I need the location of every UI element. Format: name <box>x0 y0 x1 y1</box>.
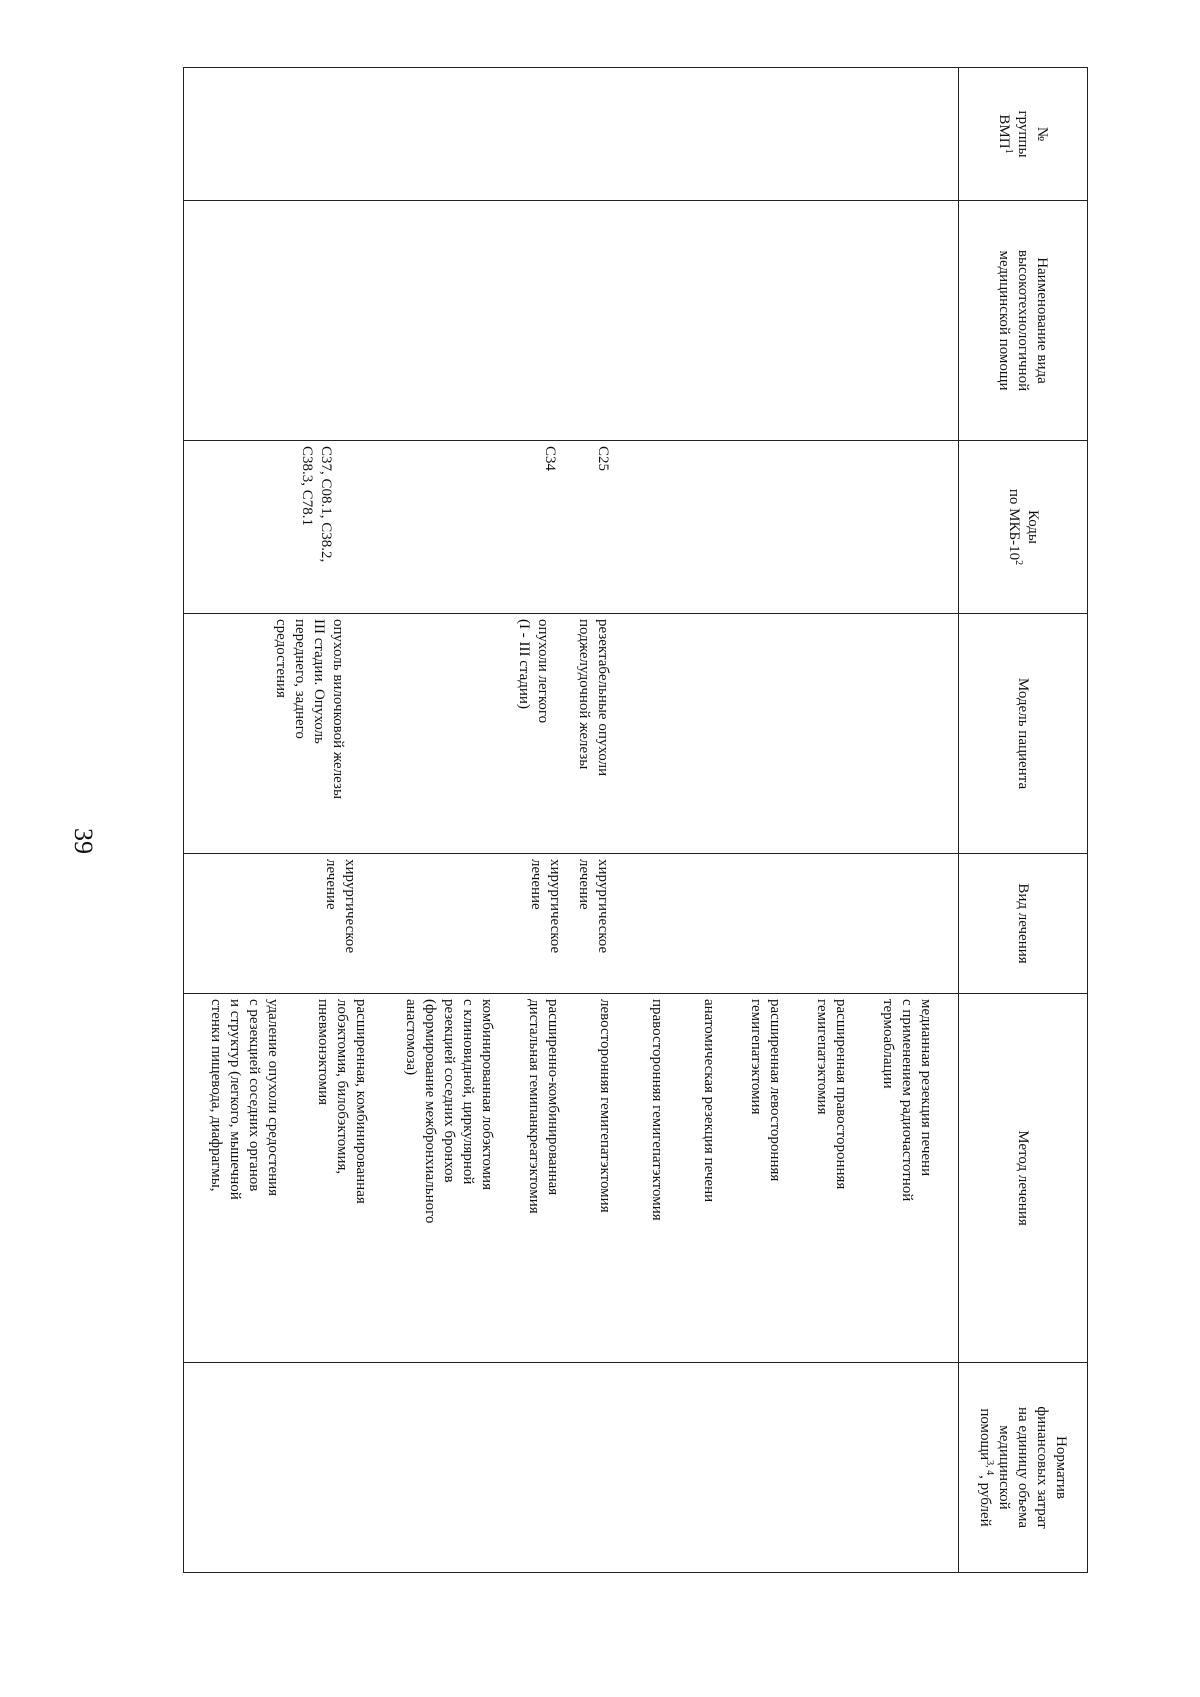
header-method: Метод лечения <box>959 994 1088 1363</box>
table-row <box>184 68 959 1573</box>
vid-item: хирургическое лечение <box>576 859 611 954</box>
method-item: расширенная левосторонняя гемигепатэктомия <box>748 999 783 1182</box>
method-item: комбинированная лобэктомия с клиновидной, циркулярной резекцией соседних бронхов (формирование межбронхиального анастомоза) <box>403 999 495 1224</box>
cell-vid <box>184 854 959 994</box>
header-group: № группы ВМП$^1$ <box>959 68 1088 201</box>
cell-codes <box>184 441 959 614</box>
cell-name <box>184 201 959 441</box>
cell-method <box>184 994 959 1363</box>
header-model: Модель пациента <box>959 614 1088 854</box>
cell-model <box>184 614 959 854</box>
header-norm: Норматив финансовых затрат на единицу объема медицинской помощи$^{3, 4}$, рублей <box>959 1363 1088 1573</box>
method-item: анатомическая резекция печени <box>701 999 717 1203</box>
code-item: C34 <box>542 446 558 472</box>
method-item: расширенная правосторонняя гемигепатэктомия <box>814 999 849 1190</box>
cell-norm <box>184 1363 959 1573</box>
header-codes: Коды по МКБ-$10^2$ <box>959 441 1088 614</box>
code-item: C25 <box>595 446 611 472</box>
vid-item: хирургическое лечение <box>323 859 358 954</box>
header-vid: Вид лечения <box>959 854 1088 994</box>
vid-item: хирургическое лечение <box>528 859 563 954</box>
method-item: левосторонняя гемигепатэктомия <box>597 999 613 1213</box>
method-item: медианная резекция печени с применением радиочастотной термоаблации <box>880 999 934 1202</box>
table-header-row <box>959 68 1088 1573</box>
model-item: опухоль вилочковой железы III стадии. Опухоль переднего, заднего средостения <box>273 619 346 800</box>
method-item: расширенная, комбинированная лобэктомия, билобэктомия, пневмонэктомия <box>315 999 369 1204</box>
method-item: правосторонняя гемигепатэктомия <box>649 999 665 1221</box>
page-number: 39 <box>69 828 98 854</box>
code-item: C37, C08.1, C38.2, C38.3, C78.1 <box>299 446 334 563</box>
vmp-table <box>183 67 1088 1573</box>
method-item: расширенно-комбинированная дистальная гемипанкреатэктомия <box>526 999 561 1214</box>
header-name: Наименование вида высокотехнологичной медицинской помощи <box>959 201 1088 441</box>
method-item: удаление опухоли средостения с резекцией соседних органов и структур (легкого, мышечной стенки пищевода, диафрагмы, <box>208 999 281 1200</box>
vmp-table-container <box>208 67 1088 1572</box>
model-item: опухоли легкого (I - III стадии) <box>516 619 551 724</box>
cell-group <box>184 68 959 201</box>
model-item: резектабельные опухоли поджелудочной железы <box>576 619 611 777</box>
